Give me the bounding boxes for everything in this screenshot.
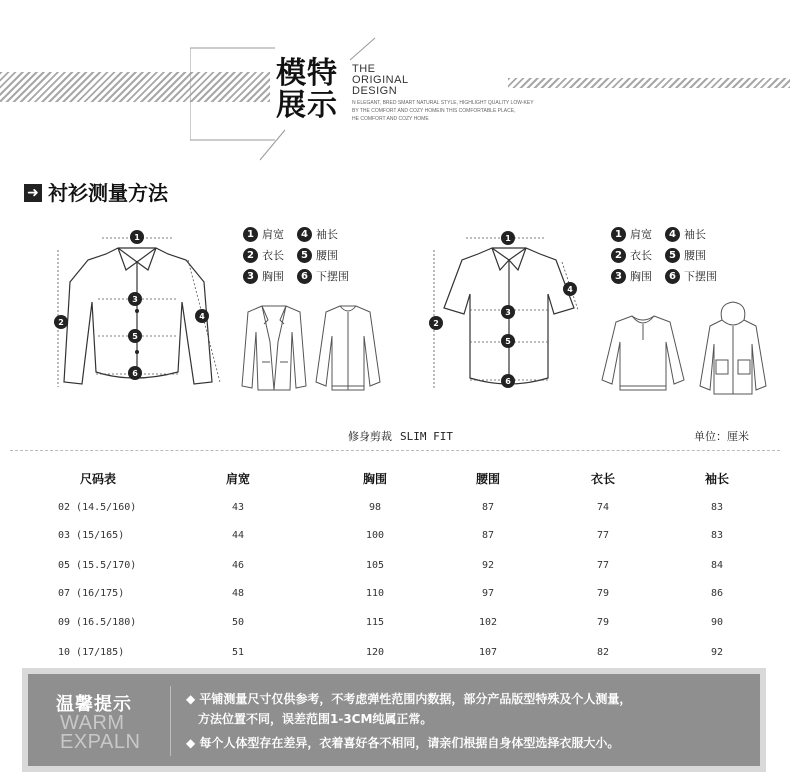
- unit-label: 单位：厘米: [694, 430, 749, 443]
- dotted-divider: [10, 450, 780, 451]
- legend-right: [611, 226, 721, 286]
- cell-size: 09 (16.5/180): [58, 617, 137, 628]
- legend-item: [665, 226, 706, 242]
- legend-item: [243, 247, 284, 263]
- legend-label: 胸围: [630, 270, 652, 283]
- legend-num: 3: [243, 269, 258, 284]
- tip-1-line1: ◆ 平铺测量尺寸仅供参考，不考虑弹性范围内数据，部分产品版型特殊及个人测量，: [186, 692, 632, 706]
- header-stripe-right: [508, 78, 790, 88]
- legend-label: 下摆围: [316, 270, 349, 283]
- marker-6-label: 6: [132, 369, 138, 378]
- tips-title-cn: 温馨提示: [56, 694, 132, 715]
- cell-shoulder: 48: [231, 588, 245, 599]
- marker-5-label: 5: [505, 337, 511, 346]
- table-header: 胸围: [362, 472, 387, 486]
- cell-shoulder: 44: [231, 530, 245, 541]
- cell-size: 10 (17/185): [58, 647, 125, 658]
- legend-label: 肩宽: [630, 228, 652, 241]
- legend-item: [243, 268, 284, 284]
- short-sleeve-shirt-diagram: [424, 222, 589, 402]
- hoodie-sketch: [696, 300, 770, 396]
- cell-shoulder: 51: [231, 647, 245, 658]
- legend-label: 腰围: [684, 249, 706, 262]
- cell-chest: 105: [365, 560, 385, 571]
- marker-5-label: 5: [132, 332, 138, 341]
- legend-label: 袖长: [316, 228, 338, 241]
- cell-waist: 87: [481, 502, 495, 513]
- header-title-en-line2: ORIGINAL: [352, 74, 409, 86]
- cell-sleeve: 83: [710, 530, 724, 541]
- legend-item: [665, 268, 717, 284]
- table-header: 衣长: [590, 472, 615, 486]
- cell-sleeve: 90: [710, 617, 724, 628]
- legend-item: [611, 268, 652, 284]
- long-sleeve-shirt-diagram: [48, 222, 233, 402]
- cell-length: 77: [596, 530, 610, 541]
- header-desc-line3: HE COMFORT AND COZY HOME: [352, 116, 429, 122]
- legend-item: [611, 247, 652, 263]
- tips-title-en-line1: WARM: [60, 712, 125, 734]
- marker-2-label: 2: [58, 318, 64, 327]
- cell-shoulder: 46: [231, 560, 245, 571]
- marker-3-label: 3: [505, 308, 511, 317]
- header-title-en-line1: THE: [352, 63, 376, 75]
- cell-size: 03 (15/165): [58, 530, 125, 541]
- cell-waist: 87: [481, 530, 495, 541]
- cell-chest: 110: [365, 588, 385, 599]
- legend-label: 肩宽: [262, 228, 284, 241]
- arrow-right-icon: ➜: [24, 184, 42, 202]
- legend-num: 4: [665, 227, 680, 242]
- header-title-cn-line2: 展示: [276, 88, 338, 123]
- legend-label: 胸围: [262, 270, 284, 283]
- legend-item: [611, 226, 652, 242]
- marker-4-label: 4: [199, 312, 205, 321]
- tips-title-en: [60, 714, 140, 752]
- cell-shoulder: 50: [231, 617, 245, 628]
- cell-sleeve: 86: [710, 588, 724, 599]
- marker-2-label: 2: [433, 319, 439, 328]
- tip-2: ◆ 每个人体型存在差异，衣着喜好各不相同，请亲们根据自身体型选择衣服大小。: [186, 736, 620, 750]
- marker-4-label: 4: [567, 285, 573, 294]
- cell-chest: 120: [365, 647, 385, 658]
- zip-jacket-sketch: [312, 302, 384, 394]
- header-desc-line1: N ELEGANT, BRED SMART NATURAL STYLE, HIGHLIGHT QUALITY LOW-KEY: [352, 100, 534, 106]
- legend-num: 2: [243, 248, 258, 263]
- cell-length: 79: [596, 617, 610, 628]
- cell-chest: 100: [365, 530, 385, 541]
- tips-divider: [170, 686, 171, 756]
- legend-num: 5: [665, 248, 680, 263]
- legend-num: 6: [665, 269, 680, 284]
- legend-label: 衣长: [630, 249, 652, 262]
- legend-num: 2: [611, 248, 626, 263]
- fit-label: [348, 428, 453, 444]
- cell-length: 74: [596, 502, 610, 513]
- legend-item: [243, 226, 284, 242]
- table-header: 肩宽: [225, 472, 250, 486]
- fit-label-en: SLIM FIT: [400, 430, 453, 443]
- legend-num: 6: [297, 269, 312, 284]
- table-header: 腰围: [475, 472, 500, 486]
- cell-length: 77: [596, 560, 610, 571]
- legend-num: 1: [243, 227, 258, 242]
- legend-item: [297, 226, 338, 242]
- legend-num: 1: [611, 227, 626, 242]
- legend-label: 衣长: [262, 249, 284, 262]
- cell-size: 07 (16/175): [58, 588, 125, 599]
- cell-chest: 98: [368, 502, 382, 513]
- tip-1-line2: 方法位置不同，误差范围1-3CM纯属正常。: [198, 712, 433, 726]
- legend-label: 腰围: [316, 249, 338, 262]
- legend-num: 3: [611, 269, 626, 284]
- legend-item: [665, 247, 706, 263]
- cell-sleeve: 84: [710, 560, 724, 571]
- cell-waist: 92: [481, 560, 495, 571]
- section-title: 衬衫测量方法: [48, 181, 168, 205]
- cell-size: 02 (14.5/160): [58, 502, 137, 513]
- cell-waist: 107: [478, 647, 498, 658]
- fit-label-cn: 修身剪裁: [348, 430, 392, 443]
- header-title-en: [352, 64, 409, 97]
- cell-size: 05 (15.5/170): [58, 560, 137, 571]
- table-header: 袖长: [704, 472, 729, 486]
- marker-6-label: 6: [505, 377, 511, 386]
- blazer-sketch: [238, 302, 310, 394]
- cell-chest: 115: [365, 617, 385, 628]
- sweater-sketch: [598, 310, 688, 396]
- cell-shoulder: 43: [231, 502, 245, 513]
- legend-label: 下摆围: [684, 270, 717, 283]
- header-title-cn-line1: 模特: [276, 56, 338, 91]
- marker-1-label: 1: [134, 233, 140, 242]
- header-title-en-line3: DESIGN: [352, 85, 398, 97]
- cell-sleeve: 83: [710, 502, 724, 513]
- legend-item: [297, 247, 338, 263]
- marker-1-label: 1: [505, 234, 511, 243]
- table-header: 尺码表: [79, 472, 116, 486]
- header-desc-line2: BY THE COMFORT AND COZY HOMEIN THIS COMFORTABLE PLACE,: [352, 108, 516, 114]
- header-description: [352, 99, 562, 123]
- legend-left: [243, 226, 353, 286]
- cell-waist: 102: [478, 617, 498, 628]
- cell-length: 79: [596, 588, 610, 599]
- cell-length: 82: [596, 647, 610, 658]
- legend-num: 4: [297, 227, 312, 242]
- legend-num: 5: [297, 248, 312, 263]
- tips-title-en-line2: EXPALN: [60, 731, 141, 753]
- legend-label: 袖长: [684, 228, 706, 241]
- header-title-cn: [276, 58, 346, 122]
- cell-waist: 97: [481, 588, 495, 599]
- legend-item: [297, 268, 349, 284]
- marker-3-label: 3: [132, 295, 138, 304]
- cell-sleeve: 92: [710, 647, 724, 658]
